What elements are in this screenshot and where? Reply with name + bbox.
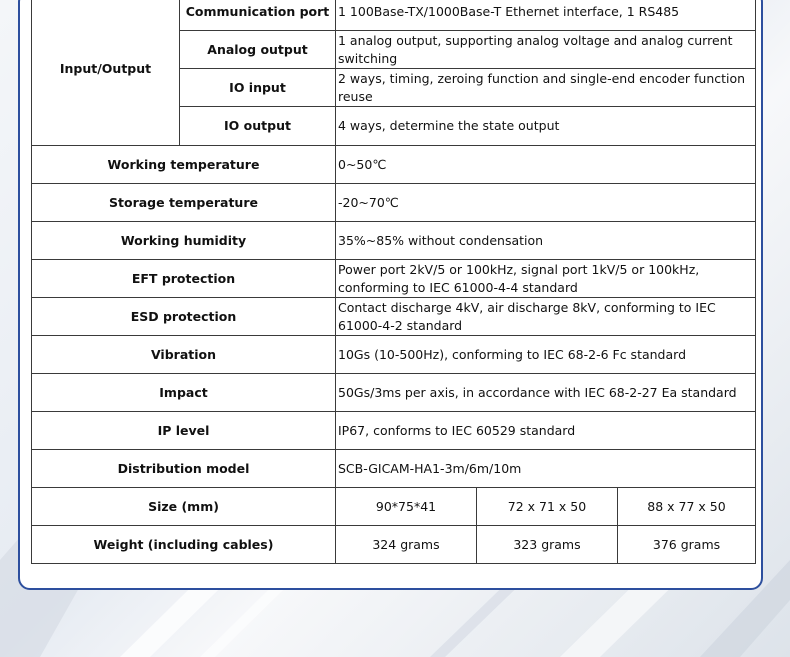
row-value: 1 100Base-TX/1000Base-T Ethernet interface, 1 RS485 xyxy=(336,0,756,31)
row-value: IP67, conforms to IEC 60529 standard xyxy=(336,412,756,450)
row-label: Size (mm) xyxy=(32,488,336,526)
row-value: 2 ways, timing, zeroing function and single-end encoder function reuse xyxy=(336,69,756,107)
row-label: Vibration xyxy=(32,336,336,374)
table-row xyxy=(32,222,756,260)
row-label: Storage temperature xyxy=(32,184,336,222)
row-label: IO output xyxy=(180,107,336,146)
table-row xyxy=(32,374,756,412)
row-label: Working humidity xyxy=(32,222,336,260)
spec-table xyxy=(31,0,756,564)
group-label: Input/Output xyxy=(32,0,180,146)
spec-card xyxy=(18,0,763,590)
table-row xyxy=(32,526,756,564)
table-row xyxy=(32,146,756,184)
row-label: ESD protection xyxy=(32,298,336,336)
row-label: IO input xyxy=(180,69,336,107)
row-label: Weight (including cables) xyxy=(32,526,336,564)
row-value: 50Gs/3ms per axis, in accordance with IEC 68-2-27 Ea standard xyxy=(336,374,756,412)
row-label: EFT protection xyxy=(32,260,336,298)
row-value: Contact discharge 4kV, air discharge 8kV, conforming to IEC 61000-4-2 standard xyxy=(336,298,756,336)
table-row xyxy=(32,450,756,488)
row-value: 10Gs (10-500Hz), conforming to IEC 68-2-6 Fc standard xyxy=(336,336,756,374)
weight-value: 323 grams xyxy=(477,526,618,564)
row-value: 35%~85% without condensation xyxy=(336,222,756,260)
size-value: 72 x 71 x 50 xyxy=(477,488,618,526)
row-label: IP level xyxy=(32,412,336,450)
row-value: 1 analog output, supporting analog voltage and analog current switching xyxy=(336,31,756,69)
size-value: 88 x 77 x 50 xyxy=(618,488,756,526)
row-value: -20~70℃ xyxy=(336,184,756,222)
table-row xyxy=(32,260,756,298)
weight-value: 376 grams xyxy=(618,526,756,564)
row-label: Impact xyxy=(32,374,336,412)
row-value: Power port 2kV/5 or 100kHz, signal port 1kV/5 or 100kHz, conforming to IEC 61000-4-4 standard xyxy=(336,260,756,298)
size-value: 90*75*41 xyxy=(336,488,477,526)
table-row xyxy=(32,0,756,31)
table-row xyxy=(32,184,756,222)
row-label: Analog output xyxy=(180,31,336,69)
weight-value: 324 grams xyxy=(336,526,477,564)
row-label: Working temperature xyxy=(32,146,336,184)
table-row xyxy=(32,412,756,450)
table-row xyxy=(32,298,756,336)
row-value: SCB-GICAM-HA1-3m/6m/10m xyxy=(336,450,756,488)
row-value: 4 ways, determine the state output xyxy=(336,107,756,146)
row-label: Communication port xyxy=(180,0,336,31)
table-row xyxy=(32,336,756,374)
row-value: 0~50℃ xyxy=(336,146,756,184)
row-label: Distribution model xyxy=(32,450,336,488)
table-row xyxy=(32,488,756,526)
